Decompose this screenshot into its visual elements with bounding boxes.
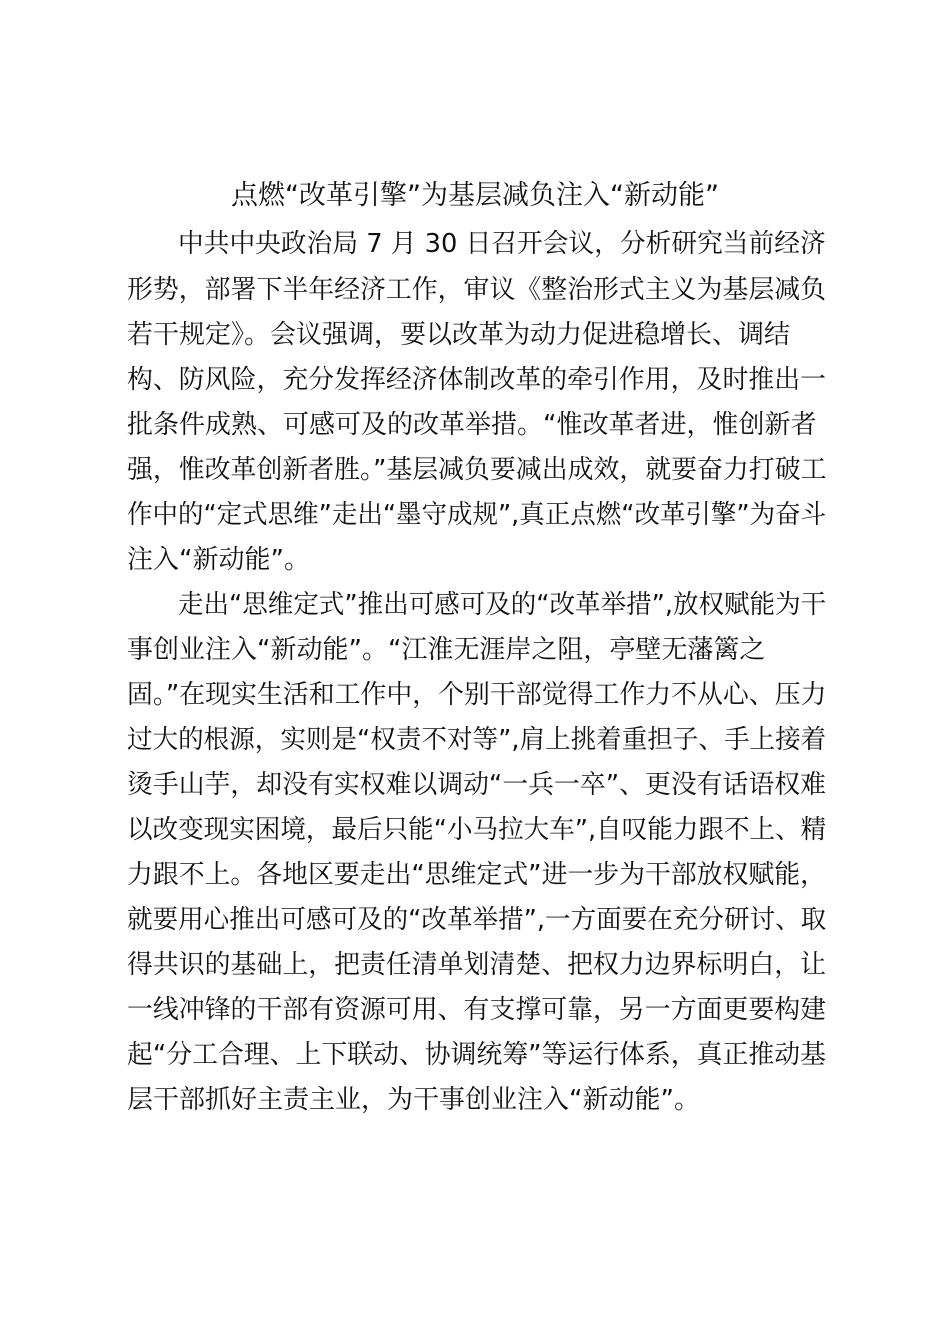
text-line: 构、防风险，充分发挥经济体制改革的牵引作用，及时推出一 xyxy=(127,365,827,395)
text-line: 得共识的基础上，把责任清单划清楚、把权力边界标明白，让 xyxy=(127,950,827,980)
text-line: 若干规定》。会议强调，要以改革为动力促进稳增长、调结 xyxy=(127,320,791,350)
text-line: 事创业注入“新动能”。“江淮无涯岸之阻，亭壁无藩篱之 xyxy=(127,635,766,665)
text-line: 批条件成熟、可感可及的改革举措。“惟改革者进，惟创新者 xyxy=(127,410,817,440)
text-line: 力跟不上。各地区要走出“思维定式”进一步为干部放权赋能， xyxy=(127,860,826,890)
text-line: 一线冲锋的干部有资源可用、有支撑可靠，另一方面更要构建 xyxy=(127,995,827,1025)
text-line: 就要用心推出可感可及的“改革举措”,一方面要在充分研讨、取 xyxy=(127,905,827,935)
text-line: 固。”在现实生活和工作中，个别干部觉得工作力不从心、压力 xyxy=(127,680,827,710)
text-line: 中共中央政治局 7 月 30 日召开会议，分析研究当前经济 xyxy=(178,229,826,259)
document-title: 点燃“改革引擎”为基层减负注入“新动能” xyxy=(231,180,719,211)
text-line: 过大的根源，实则是“权责不对等”,肩上挑着重担子、手上接着 xyxy=(127,725,827,755)
text-line: 强，惟改革创新者胜。”基层减负要减出成效，就要奋力打破工 xyxy=(127,455,827,485)
text-line: 形势，部署下半年经济工作，审议《整治形式主义为基层减负 xyxy=(127,275,827,305)
text-line: 烫手山芋，却没有实权难以调动“一兵一卒”、更没有话语权难 xyxy=(127,770,826,800)
text-line: 以改变现实困境，最后只能“小马拉大车”,自叹能力跟不上、精 xyxy=(127,815,827,845)
text-line: 作中的“定式思维”走出“墨守成规”,真正点燃“改革引擎”为奋斗 xyxy=(127,500,827,530)
text-line: 走出“思维定式”推出可感可及的“改革举措”,放权赋能为干 xyxy=(178,590,827,620)
text-line: 起“分工合理、上下联动、协调统筹”等运行体系，真正推动基 xyxy=(127,1040,826,1070)
text-line: 层干部抓好主责主业，为干事创业注入“新动能”。 xyxy=(127,1085,700,1115)
text-line: 注入“新动能”。 xyxy=(127,545,310,575)
